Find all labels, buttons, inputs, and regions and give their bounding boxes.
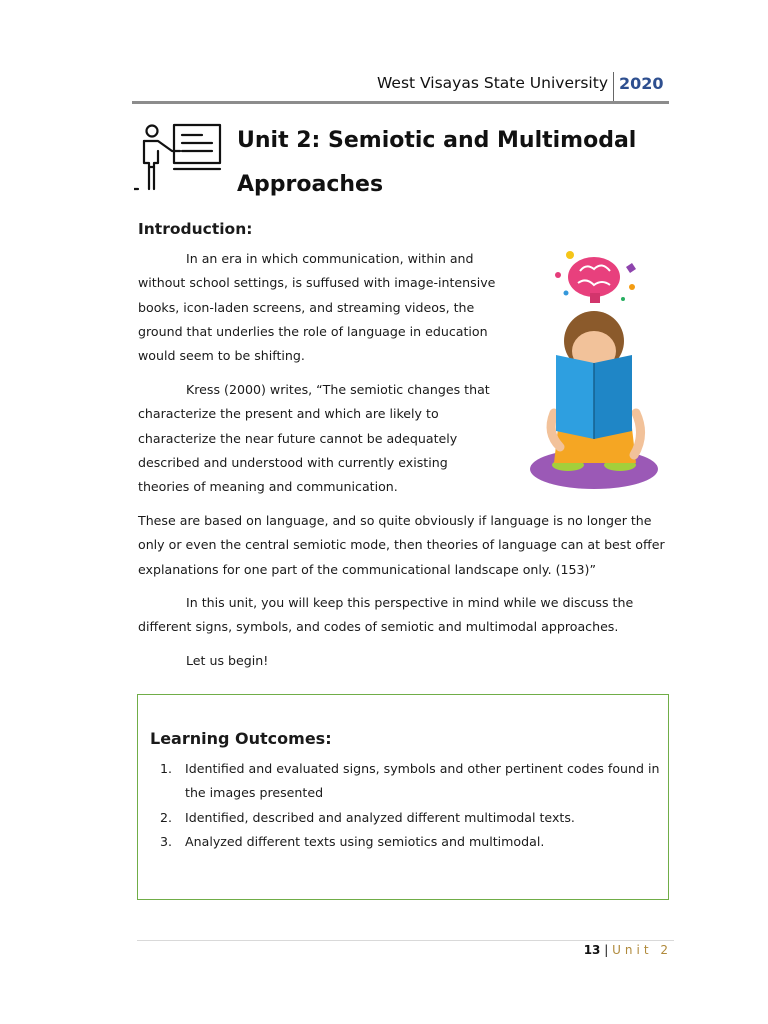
list-item: 3. Analyzed different texts using semiotics and multimodal. <box>160 833 545 849</box>
footer-unit-label: Unit 2 <box>612 943 672 957</box>
header-university: West Visayas State University <box>377 74 608 92</box>
introduction-paragraph-1: In an era in which communication, within and without school settings, is suffused with image-intensive books, icon-laden screens, and streaming videos, the ground that underlies the role of language in education would seem to be shifting. <box>138 251 496 364</box>
introduction-paragraph-5: Let us begin! <box>186 653 269 668</box>
page-title: Unit 2: Semiotic and Multimodal Approaches <box>237 128 637 197</box>
introduction-heading: Introduction: <box>138 220 253 238</box>
introduction-paragraph-3: These are based on language, and so quite obviously if language is no longer the only or even the central semiotic mode, then theories of language can at best offer explanations for one part of the communicational landscape only. (153)” <box>138 513 665 577</box>
footer-rule <box>137 940 674 941</box>
footer-separator: | <box>604 943 609 957</box>
presentation-teacher-icon <box>134 123 224 191</box>
introduction-paragraph-4: In this unit, you will keep this perspective in mind while we discuss the different signs, symbols, and codes of semiotic and multimodal approaches. <box>138 595 634 635</box>
page-footer <box>584 943 672 957</box>
learning-outcomes-heading: Learning Outcomes: <box>150 729 332 748</box>
learning-outcomes-list <box>160 757 660 854</box>
list-item: 2. Identified, described and analyzed different multimodal texts. <box>160 809 575 825</box>
child-reading-book-illustration <box>528 243 660 493</box>
introduction-paragraph-2: Kress (2000) writes, “The semiotic changes that characterize the present and which are likely to characterize the near future cannot be adequately described and understood with currently existing theories of meaning and communication. <box>138 382 490 495</box>
page-number: 13 <box>583 943 601 957</box>
header-separator <box>613 72 614 102</box>
list-item: 1. Identified and evaluated signs, symbols and other pertinent codes found in the images presented <box>160 761 660 801</box>
header-year: 2020 <box>619 74 664 93</box>
header-rule <box>132 101 669 104</box>
